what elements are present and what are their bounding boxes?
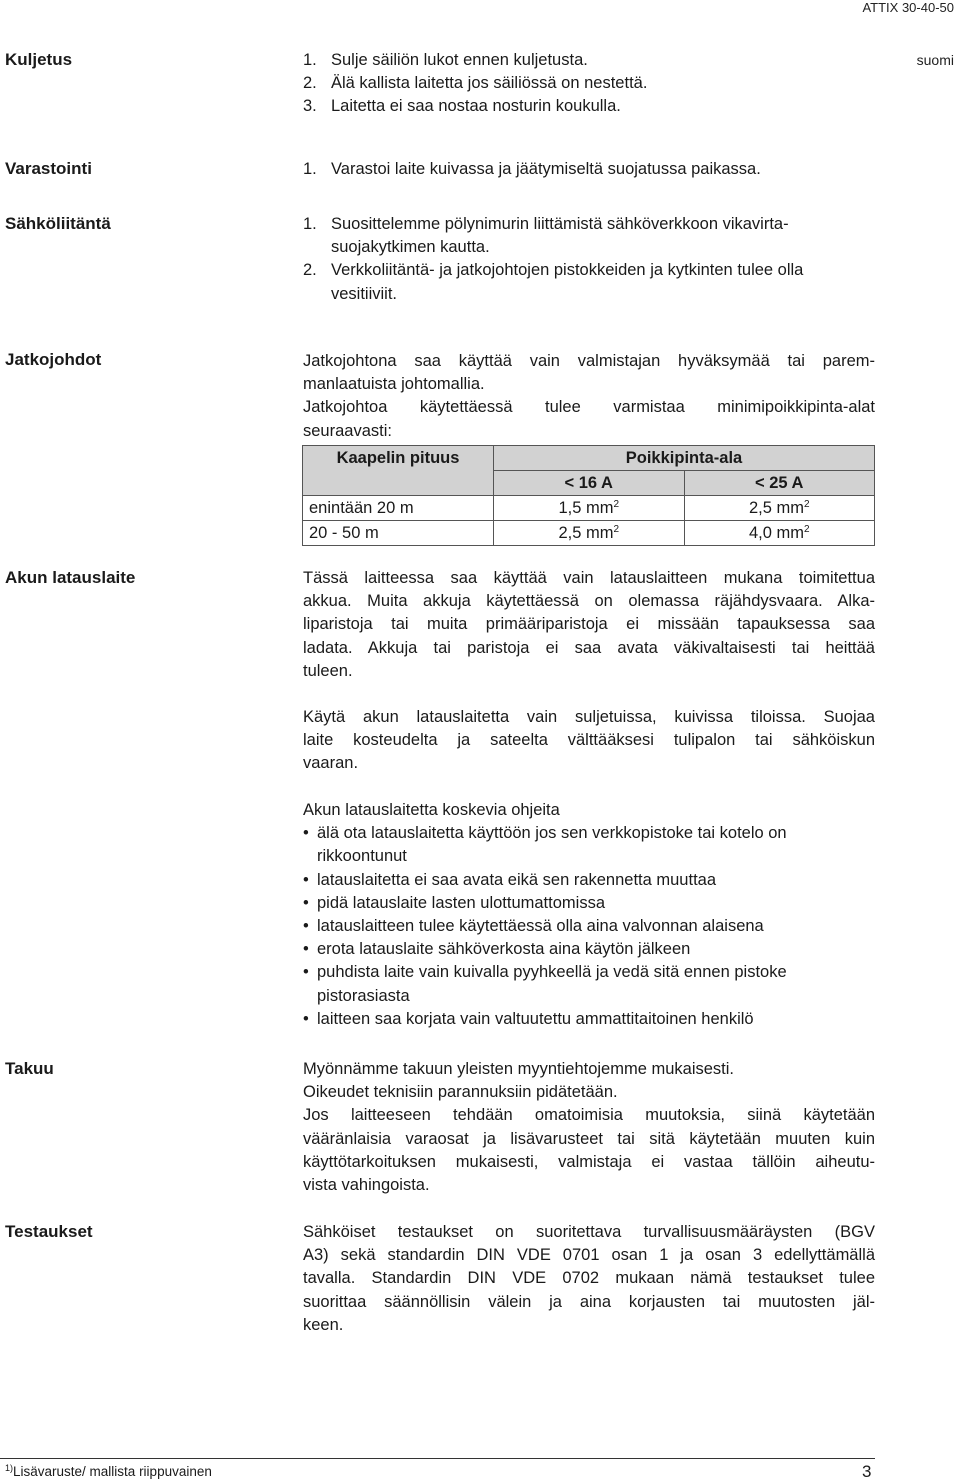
list-item: 2. Verkkoliitäntä- ja jatkojohtojen pistokkeiden ja kytkinten tulee olla vesitiiviit. <box>303 261 804 303</box>
list-title: Akun latauslaitetta koskevia ohjeita <box>303 801 560 819</box>
table-cell: 1,5 $mm^2$ <box>494 496 685 521</box>
list-item: 2. Älä kallista laitetta jos säiliössä on nestettä. <box>303 74 648 93</box>
section-title-varastointi: Varastointi <box>5 159 92 178</box>
section-title-sahkoliitanta: Sähköliitäntä <box>5 214 111 233</box>
table-header-length: Kaapelin pituus <box>303 446 494 496</box>
section-title-kuljetus: Kuljetus <box>5 50 73 69</box>
list-item: • erota latauslaite sähköverkosta aina käytön jälkeen <box>303 940 691 959</box>
akun-text-1: Tässä laitteessa saa käyttää vain latauslaitteen mukana toimitettua akkua. Muita akkuja käytettäessä on olemassa räjähdysvaara. Alka- liparistoja tai muita primääriparistoja ei missään tapauksessa saa ladata. Akkuja tai paristoja ei saa avata väkivaltaisesti tai heittää tuleen. <box>303 569 875 680</box>
footnote: $^{1)}$Lisävaruste/ mallista riippuvainen <box>5 1463 212 1479</box>
akun-instructions <box>303 799 875 1031</box>
paragraph: Jatkojohtona saa käyttää vain valmistajan hyväksymää tai parem- manlaatuista johtomallia. <box>303 352 875 394</box>
varastointi-list <box>303 158 875 181</box>
table-header-25a: < 25 A <box>684 471 875 496</box>
testaukset-text: Sähköiset testaukset on suoritettava turvallisuusmääräysten (BGV A3) sekä standardin DIN VDE 0701 osan 1 ja osan 3 edellyttämällä tavalla. Standardin DIN VDE 0702 mukaan nämä testaukset tulee suorittaa säännöllisin välein ja aina korjausten tai muutosten jäl- keen. <box>303 1223 875 1334</box>
list-item: 1. Suosittelemme pölynimurin liittämistä sähköverkkoon vikavirta- suojakytkimen kautta. <box>303 215 789 257</box>
list-item: • puhdista laite vain kuivalla pyyhkeellä ja vedä sitä ennen pistoke pistorasiasta <box>303 963 787 1005</box>
table-cell: 4,0 $mm^2$ <box>684 521 875 546</box>
sahkoliitanta-list <box>303 213 875 306</box>
list-item: • latauslaitteen tulee käytettäessä olla aina valvonnan alaisena <box>303 917 764 936</box>
paragraph: Jatkojohtoa käytettäessä tulee varmistaa minimipoikkipinta-alat seuraavasti: <box>303 398 875 440</box>
section-title-jatkojohdot: Jatkojohdot <box>5 350 102 369</box>
cable-table <box>302 445 875 546</box>
list-item: • latauslaitetta ei saa avata eikä sen rakennetta muuttaa <box>303 870 717 889</box>
list-item: • älä ota latauslaitetta käyttöön jos sen verkkopistoke tai kotelo on rikkoontunut <box>303 824 787 866</box>
table-cell: 20 - 50 m <box>303 521 494 546</box>
kuljetus-list <box>303 49 875 119</box>
instruction-list <box>303 822 875 1031</box>
document-model-header: ATTIX 30-40-50 <box>862 0 954 15</box>
footer-rule <box>0 1458 875 1459</box>
table-header-cross-section: Poikkipinta-ala <box>494 446 875 471</box>
table-cell: enintään 20 m <box>303 496 494 521</box>
language-label: suomi <box>916 52 954 68</box>
page-number: 3 <box>862 1462 872 1481</box>
list-item: • pidä latauslaite lasten ulottumattomissa <box>303 893 605 912</box>
list-item: 1. Sulje säiliön lukot ennen kuljetusta. <box>303 51 588 69</box>
table-cell: 2,5 $mm^2$ <box>494 521 685 546</box>
list-item: • laitteen saa korjata vain valtuutettu ammattitaitoinen henkilö <box>303 1009 754 1028</box>
table-header-16a: < 16 A <box>494 471 685 496</box>
section-title-akun-latauslaite: Akun latauslaite <box>5 568 136 587</box>
section-title-takuu: Takuu <box>5 1059 54 1078</box>
list-item: 1. Varastoi laite kuivassa ja jäätymiseltä suojatussa paikassa. <box>303 160 761 178</box>
takuu-text: Myönnämme takuun yleisten myyntiehtojemme mukaisesti. Oikeudet teknisiin parannuksiin pidätetään. Jos laitteeseen tehdään omatoimisia muutoksia, siinä käytetään vääränlaisia varaosat ja lisävarusteet tai sitä käytetään muuten kuin käyttötarkoituksen mukaisesti, valmistaja ei vastaa tällöin aiheutu- vista vahingoista. <box>303 1060 875 1195</box>
table-row <box>303 496 875 521</box>
table-row <box>303 521 875 546</box>
jatkojohdot-text <box>303 350 875 443</box>
akun-text-2: Käytä akun latauslaitetta vain suljetuissa, kuivissa tiloissa. Suojaa laite kosteudelta ja sateelta välttääksesi tulipalon tai sähköiskun vaaran. <box>303 708 875 773</box>
table-cell: 2,5 $mm^2$ <box>684 496 875 521</box>
section-title-testaukset: Testaukset <box>5 1222 93 1241</box>
list-item: 3. Laitetta ei saa nostaa nosturin koukulla. <box>303 97 621 116</box>
